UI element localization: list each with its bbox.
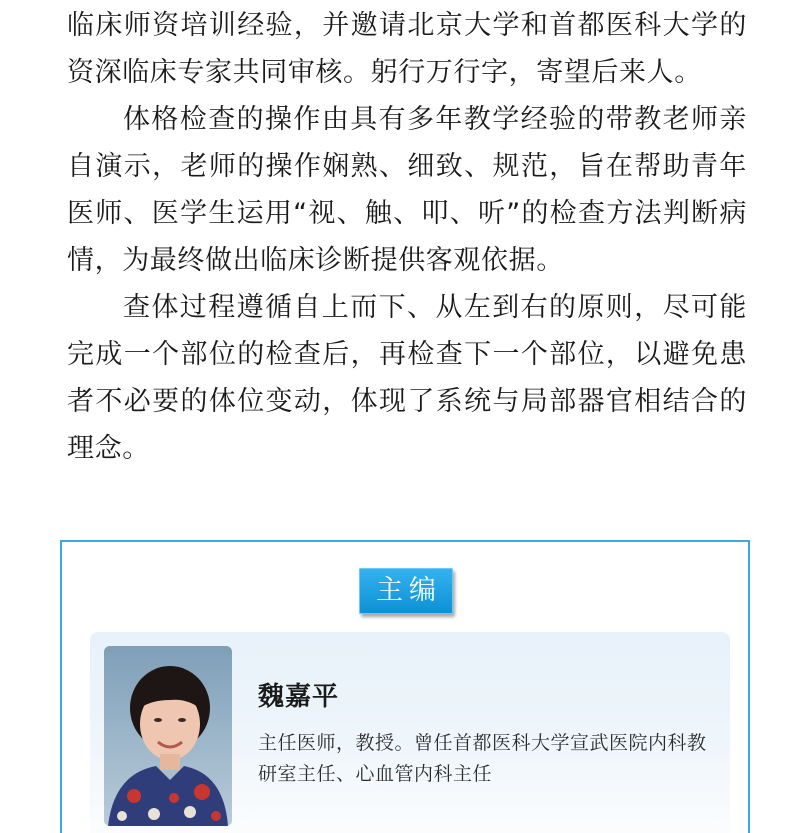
person-name: 魏嘉平 (258, 682, 340, 712)
paragraph-3: 查体过程遵循自上而下、从左到右的原则，尽可能完成一个部位的检查后，再检查下一个部位，以避免患者不必要的体位变动，体现了系统与局部器官相结合的理念。 (67, 292, 747, 464)
article-body (67, 0, 747, 472)
profile-card (90, 632, 730, 833)
section-badge-chief-editor: 主编 (359, 568, 453, 614)
portrait-photo (104, 646, 232, 826)
person-description: 主任医师，教授。曾任首都医科大学宣武医院内科教研室主任、心血管内科主任 (258, 732, 707, 785)
paragraph-1: 临床师资培训经验，并邀请北京大学和首都医科大学的资深临床专家共同审核。躬行万行字，寄望后来人。 (67, 10, 747, 88)
editor-section (60, 540, 750, 833)
paragraph-2: 体格检查的操作由具有多年教学经验的带教老师亲自演示，老师的操作娴熟、细致、规范，旨在帮助青年医师、医学生运用“视、触、叩、听”的检查方法判断病情，为最终做出临床诊断提供客观依据。 (67, 104, 747, 276)
portrait-image (104, 646, 232, 826)
